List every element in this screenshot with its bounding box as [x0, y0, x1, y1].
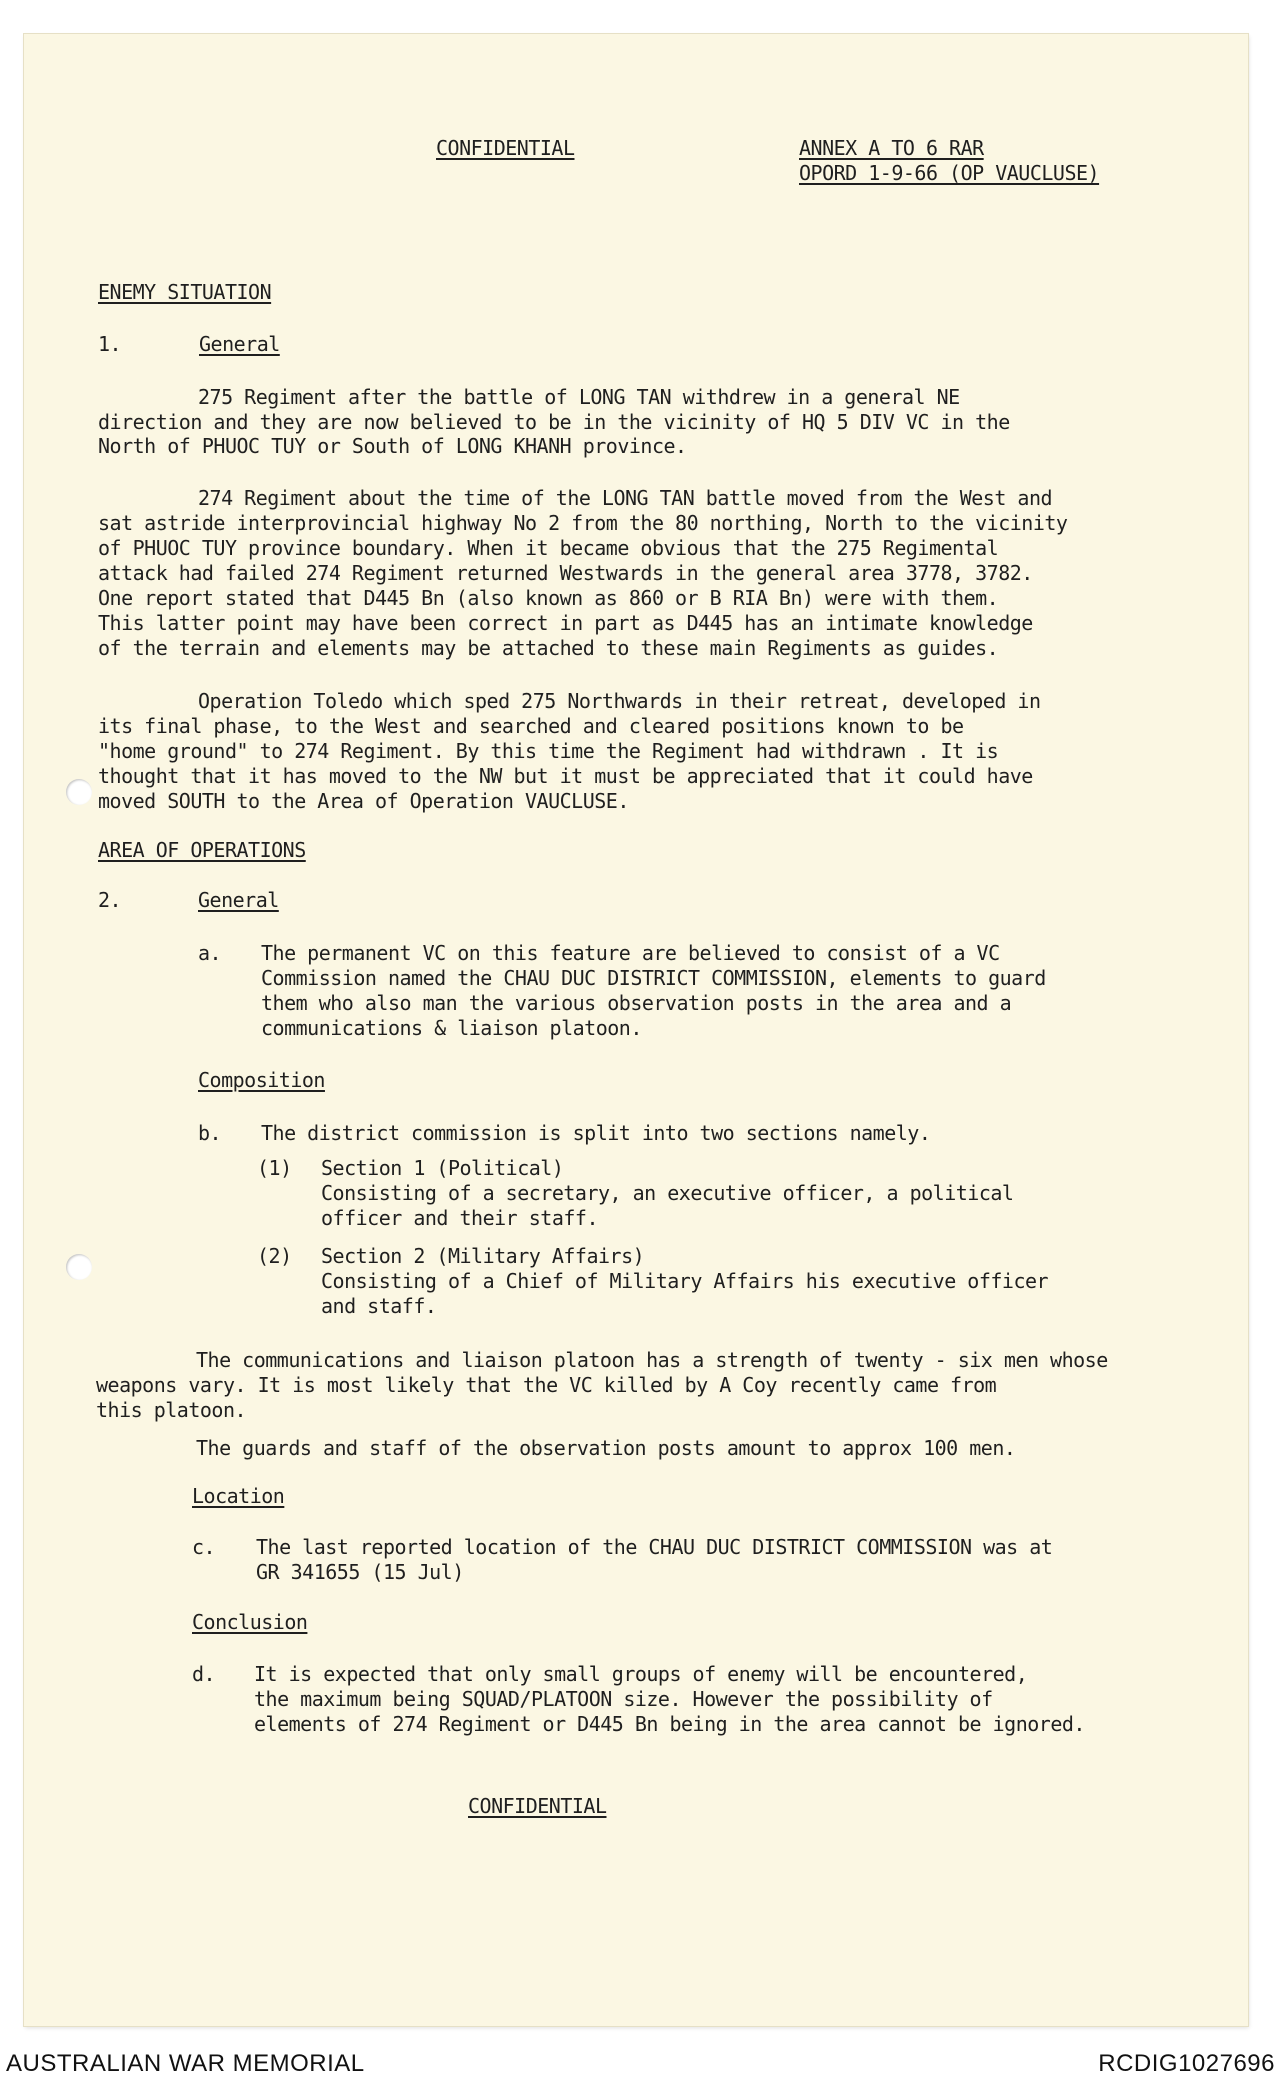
paragraph-line: its final phase, to the West and searched and cleared positions known to be: [98, 714, 964, 738]
item-label: a.: [198, 941, 222, 965]
opord-reference: OPORD 1-9-66 (OP VAUCLUSE): [799, 161, 1100, 185]
paragraph-line: and staff.: [321, 1294, 437, 1318]
section-number: (1): [257, 1156, 292, 1180]
paragraph-line: Commission named the CHAU DUC DISTRICT COMMISSION, elements to guard: [261, 966, 1046, 990]
paragraph-line: 275 Regiment after the battle of LONG TAN withdrew in a general NE: [198, 385, 960, 409]
item-label: b.: [198, 1121, 222, 1145]
paragraph-line: elements of 274 Regiment or D445 Bn being in the area cannot be ignored.: [254, 1712, 1085, 1736]
punch-hole: [66, 1254, 92, 1280]
paragraph-line: Consisting of a Chief of Military Affairs his executive officer: [321, 1269, 1049, 1293]
paragraph-line: "home ground" to 274 Regiment. By this time the Regiment had withdrawn . It is: [98, 739, 999, 763]
paragraph-line: the maximum being SQUAD/PLATOON size. However the possibility of: [254, 1687, 993, 1711]
paragraph-line: attack had failed 274 Regiment returned Westwards in the general area 3778, 3782.: [98, 561, 1033, 585]
paragraph-line: communications & liaison platoon.: [261, 1016, 642, 1040]
subheading-location: Location: [192, 1484, 285, 1508]
document-page: [24, 34, 1248, 2026]
paragraph-line: GR 341655 (15 Jul): [256, 1560, 464, 1584]
paragraph-line: thought that it has moved to the NW but it must be appreciated that it could have: [98, 764, 1033, 788]
section-number: (2): [257, 1244, 292, 1268]
paragraph-line: The guards and staff of the observation posts amount to approx 100 men.: [196, 1436, 1016, 1460]
subheading-composition: Composition: [198, 1068, 325, 1092]
subheading-general: General: [199, 332, 280, 356]
paragraph-line: Operation Toledo which sped 275 Northwards in their retreat, developed in: [198, 689, 1041, 713]
paragraph-line: of PHUOC TUY province boundary. When it became obvious that the 275 Regimental: [98, 536, 999, 560]
paragraph-line: North of PHUOC TUY or South of LONG KHANH province.: [98, 434, 687, 458]
archive-catalogue-id: RCDIG1027696: [1098, 2050, 1275, 2077]
section-heading-enemy-situation: ENEMY SITUATION: [98, 280, 272, 304]
paragraph-line: The permanent VC on this feature are believed to consist of a VC: [261, 941, 1000, 965]
paragraph-line: them who also man the various observation posts in the area and a: [261, 991, 1012, 1015]
paragraph-line: of the terrain and elements may be attached to these main Regiments as guides.: [98, 636, 999, 660]
subheading-conclusion: Conclusion: [192, 1610, 308, 1634]
subheading-general: General: [198, 888, 279, 912]
paragraph-line: officer and their staff.: [321, 1206, 598, 1230]
paragraph-line: 274 Regiment about the time of the LONG TAN battle moved from the West and: [198, 486, 1053, 510]
annex-title: ANNEX A TO 6 RAR: [799, 136, 984, 160]
paragraph-number: 1.: [98, 332, 122, 356]
paragraph-line: It is expected that only small groups of enemy will be encountered,: [254, 1662, 1028, 1686]
section-heading-area-of-operations: AREA OF OPERATIONS: [98, 838, 306, 862]
paragraph-line: The communications and liaison platoon has a strength of twenty - six men whose: [196, 1348, 1108, 1372]
paragraph-line: this platoon.: [96, 1398, 247, 1422]
classification-header: CONFIDENTIAL: [436, 136, 575, 160]
paragraph-line: Consisting of a secretary, an executive officer, a political: [321, 1181, 1014, 1205]
punch-hole: [66, 779, 92, 805]
archive-institution: AUSTRALIAN WAR MEMORIAL: [6, 2050, 365, 2077]
paragraph-line: One report stated that D445 Bn (also known as 860 or B RIA Bn) were with them.: [98, 586, 999, 610]
paragraph-line: sat astride interprovincial highway No 2 from the 80 northing, North to the vicinity: [98, 511, 1068, 535]
section-title: Section 2 (Military Affairs): [321, 1244, 645, 1268]
item-label: c.: [192, 1535, 216, 1559]
classification-footer: CONFIDENTIAL: [468, 1794, 607, 1818]
paragraph-line: moved SOUTH to the Area of Operation VAUCLUSE.: [98, 789, 629, 813]
item-label: d.: [192, 1662, 216, 1686]
paragraph-number: 2.: [98, 888, 122, 912]
paragraph-line: The district commission is split into two sections namely.: [261, 1121, 931, 1145]
paragraph-line: direction and they are now believed to be in the vicinity of HQ 5 DIV VC in the: [98, 410, 1010, 434]
paragraph-line: weapons vary. It is most likely that the VC killed by A Coy recently came from: [96, 1373, 997, 1397]
section-title: Section 1 (Political): [321, 1156, 564, 1180]
paragraph-line: This latter point may have been correct in part as D445 has an intimate knowledge: [98, 611, 1033, 635]
paragraph-line: The last reported location of the CHAU DUC DISTRICT COMMISSION was at: [256, 1535, 1053, 1559]
